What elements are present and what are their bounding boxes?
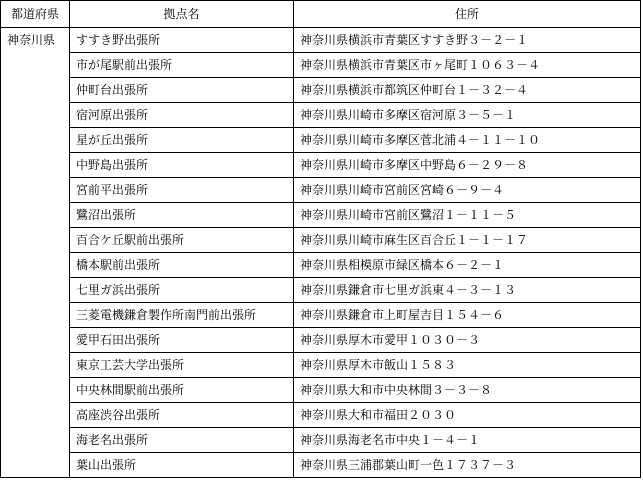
location-name-cell: 東京工芸大学出張所	[70, 353, 294, 378]
location-name-cell: 宿河原出張所	[70, 103, 294, 128]
address-cell: 神奈川県鎌倉市上町屋吉目１５４－６	[294, 303, 641, 328]
address-cell: 神奈川県大和市中央林間３－３－８	[294, 378, 641, 403]
table-row	[1, 278, 641, 303]
header-address: 住所	[294, 1, 641, 28]
location-name-cell: 中央林間駅前出張所	[70, 378, 294, 403]
header-row	[1, 1, 641, 28]
location-name-cell: 星が丘出張所	[70, 128, 294, 153]
table-row	[1, 353, 641, 378]
address-cell: 神奈川県川崎市多摩区菅北浦４－１１－１０	[294, 128, 641, 153]
address-cell: 神奈川県川崎市多摩区中野島６－２９－８	[294, 153, 641, 178]
table-row	[1, 403, 641, 428]
table-row	[1, 78, 641, 103]
address-cell: 神奈川県相模原市緑区橋本６－２－１	[294, 253, 641, 278]
table-row	[1, 28, 641, 53]
address-cell: 神奈川県厚木市飯山１５８３	[294, 353, 641, 378]
table-row	[1, 103, 641, 128]
location-name-cell: 中野島出張所	[70, 153, 294, 178]
address-cell: 神奈川県海老名市中央１－４－１	[294, 428, 641, 453]
table-row	[1, 453, 641, 478]
location-name-cell: 宮前平出張所	[70, 178, 294, 203]
table-body	[1, 28, 641, 478]
table-row	[1, 378, 641, 403]
address-cell: 神奈川県横浜市都筑区仲町台１－３２－４	[294, 78, 641, 103]
address-cell: 神奈川県厚木市愛甲１０３０－３	[294, 328, 641, 353]
table-row	[1, 253, 641, 278]
location-name-cell: 七里ガ浜出張所	[70, 278, 294, 303]
table-row	[1, 203, 641, 228]
location-name-cell: すすき野出張所	[70, 28, 294, 53]
location-name-cell: 市が尾駅前出張所	[70, 53, 294, 78]
address-cell: 神奈川県鎌倉市七里ガ浜東４－３－１３	[294, 278, 641, 303]
location-name-cell: 愛甲石田出張所	[70, 328, 294, 353]
location-name-cell: 橋本駅前出張所	[70, 253, 294, 278]
address-cell: 神奈川県川崎市宮前区鷺沼１－１１－５	[294, 203, 641, 228]
header-prefecture: 都道府県	[1, 1, 70, 28]
address-cell: 神奈川県川崎市麻生区百合丘１－１－１７	[294, 228, 641, 253]
table-row	[1, 178, 641, 203]
prefecture-cell: 神奈川県	[1, 28, 70, 478]
table-row	[1, 303, 641, 328]
table-row	[1, 153, 641, 178]
address-cell: 神奈川県横浜市青葉区すすき野３－２－１	[294, 28, 641, 53]
location-name-cell: 三菱電機鎌倉製作所南門前出張所	[70, 303, 294, 328]
address-cell: 神奈川県大和市福田２０３０	[294, 403, 641, 428]
location-name-cell: 海老名出張所	[70, 428, 294, 453]
location-name-cell: 葉山出張所	[70, 453, 294, 478]
table-row	[1, 228, 641, 253]
table-row	[1, 128, 641, 153]
address-cell: 神奈川県三浦郡葉山町一色１７３７－３	[294, 453, 641, 478]
address-cell: 神奈川県川崎市多摩区宿河原３－５－１	[294, 103, 641, 128]
address-cell: 神奈川県川崎市宮前区宮崎６－９－４	[294, 178, 641, 203]
location-name-cell: 高座渋谷出張所	[70, 403, 294, 428]
table-row	[1, 328, 641, 353]
table-row	[1, 53, 641, 78]
header-location-name: 拠点名	[70, 1, 294, 28]
location-name-cell: 仲町台出張所	[70, 78, 294, 103]
table-header	[1, 1, 641, 28]
location-name-cell: 百合ケ丘駅前出張所	[70, 228, 294, 253]
table-row	[1, 428, 641, 453]
address-cell: 神奈川県横浜市青葉区市ヶ尾町１０６３－４	[294, 53, 641, 78]
location-name-cell: 鷺沼出張所	[70, 203, 294, 228]
